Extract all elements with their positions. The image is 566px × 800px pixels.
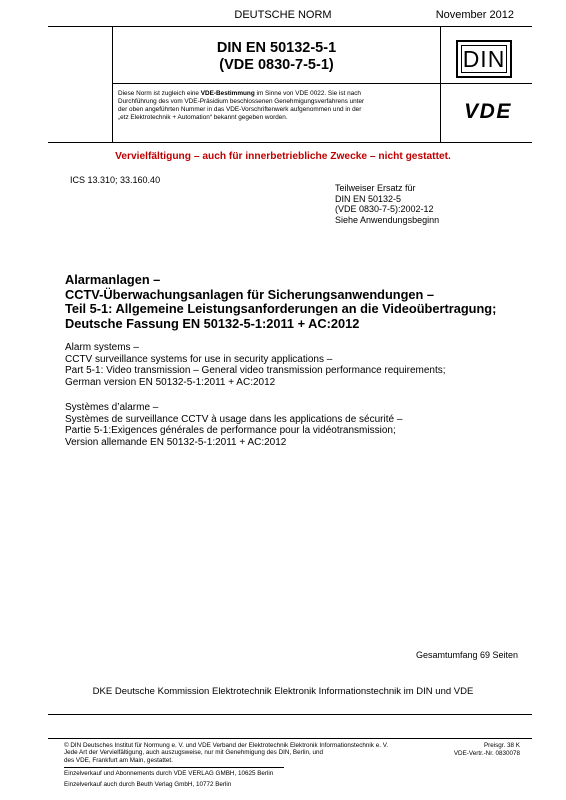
title-english-line: CCTV surveillance systems for use in security applications –: [65, 353, 333, 365]
price-info: [454, 742, 520, 758]
title-french-line: Systèmes d’alarme –: [65, 402, 159, 413]
title-english-line: Alarm systems –: [65, 342, 139, 353]
top-rule: [48, 26, 532, 27]
ics-codes: ICS 13.310; 33.160.40: [70, 175, 161, 185]
title-german-line: CCTV-Überwachungsanlagen für Sicherungsanwendungen –: [65, 286, 435, 302]
vde-note-text: im Sinne von VDE 0022. Sie ist nach: [254, 90, 361, 97]
footer-top-rule: [48, 714, 532, 715]
copyright-notice: [64, 742, 424, 764]
title-divider-rule: [112, 83, 532, 84]
din-logo: [456, 40, 512, 78]
title-french-line: Systèmes de surveillance CCTV à usage dans les applications de sécurité –: [65, 413, 403, 425]
order-number: VDE-Vertr.-Nr. 0830078: [453, 749, 520, 757]
standard-number-din: DIN EN 50132-5-1: [216, 40, 337, 56]
title-german-line: Alarmanlagen –: [65, 272, 161, 287]
publication-date: November 2012: [435, 9, 514, 21]
vde-note-line-4: „etz Elektrotechnik + Automation“ bekannt gegeben worden.: [118, 114, 288, 121]
replacement-line: (VDE 0830-7-5):2002-12: [335, 204, 434, 214]
title-english: [65, 342, 535, 388]
title-german-line: Teil 5-1: Allgemeine Leistungsanforderungen an die Videoübertragung;: [65, 301, 497, 316]
document-type-label: DEUTSCHE NORM: [234, 9, 332, 21]
header-bottom-rule: [48, 142, 532, 143]
copyright-line: Jede Art der Vervielfältigung, auch auszugsweise, nur mit Genehmigung des DIN, Berlin, und: [64, 749, 324, 757]
replacement-note: [335, 183, 439, 225]
title-english-line: Part 5-1: Video transmission – General video transmission performance requirements;: [65, 365, 446, 376]
standard-number: [118, 40, 435, 74]
sales-rule: [64, 767, 284, 768]
title-german: [65, 273, 535, 331]
dke-committee: DKE Deutsche Kommission Elektrotechnik Elektronik Informationstechnik im DIN und VDE: [92, 686, 474, 697]
price-group: Preisgr. 38 K: [483, 742, 520, 749]
standard-number-vde: (VDE 0830-7-5-1): [219, 57, 334, 73]
title-french-line: Partie 5-1:Exigences générales de performance pour la vidéotransmission;: [65, 425, 396, 436]
vde-logo: [452, 100, 524, 122]
vde-regulation-note: [118, 90, 436, 122]
copyright-line: © DIN Deutsches Institut für Normung e. V. und VDE Verband der Elektrotechnik Elektronik Informationstechnik e. V.: [64, 742, 389, 749]
reproduction-warning: Vervielfältigung – auch für innerbetriebliche Zwecke – nicht gestattet.: [115, 151, 451, 162]
title-left-rule: [112, 26, 113, 142]
din-logo-text: DIN: [462, 45, 506, 72]
vde-note-line-2: Durchführung des vom VDE-Präsidium beschlossenen Genehmigungsverfahrens unter: [118, 98, 365, 105]
replacement-line: Teilweiser Ersatz für: [335, 183, 416, 193]
vde-note-line-3: der oben angeführten Nummer in das VDE-Vorschriftenwerk aufgenommen und in der: [118, 106, 362, 113]
replacement-line: DIN EN 50132-5: [335, 193, 402, 204]
vde-note-text: Diese Norm ist zugleich eine: [118, 90, 201, 97]
sales-info-beuth: Einzelverkauf auch durch Beuth Verlag GmbH, 10772 Berlin: [64, 781, 232, 788]
sales-info-vde: Einzelverkauf und Abonnements durch VDE VERLAG GMBH, 10625 Berlin: [64, 770, 274, 777]
title-french: [65, 402, 535, 448]
svg-text:VDE: VDE: [464, 100, 512, 122]
title-english-line: German version EN 50132-5-1:2011 + AC:2012: [65, 376, 276, 388]
total-pages: Gesamtumfang 69 Seiten: [415, 650, 518, 660]
footer-bottom-rule: [48, 738, 532, 739]
replacement-line: Siehe Anwendungsbeginn: [335, 214, 440, 225]
copyright-line: des VDE, Frankfurt am Main, gestattet.: [64, 756, 173, 764]
title-right-rule: [440, 26, 441, 142]
title-french-line: Version allemande EN 50132-5-1:2011 + AC:2012: [65, 436, 287, 448]
vde-note-line-1: [118, 90, 436, 98]
title-german-line: Deutsche Fassung EN 50132-5-1:2011 + AC:2012: [65, 315, 360, 331]
vde-note-bold: VDE-Bestimmung: [200, 90, 255, 97]
